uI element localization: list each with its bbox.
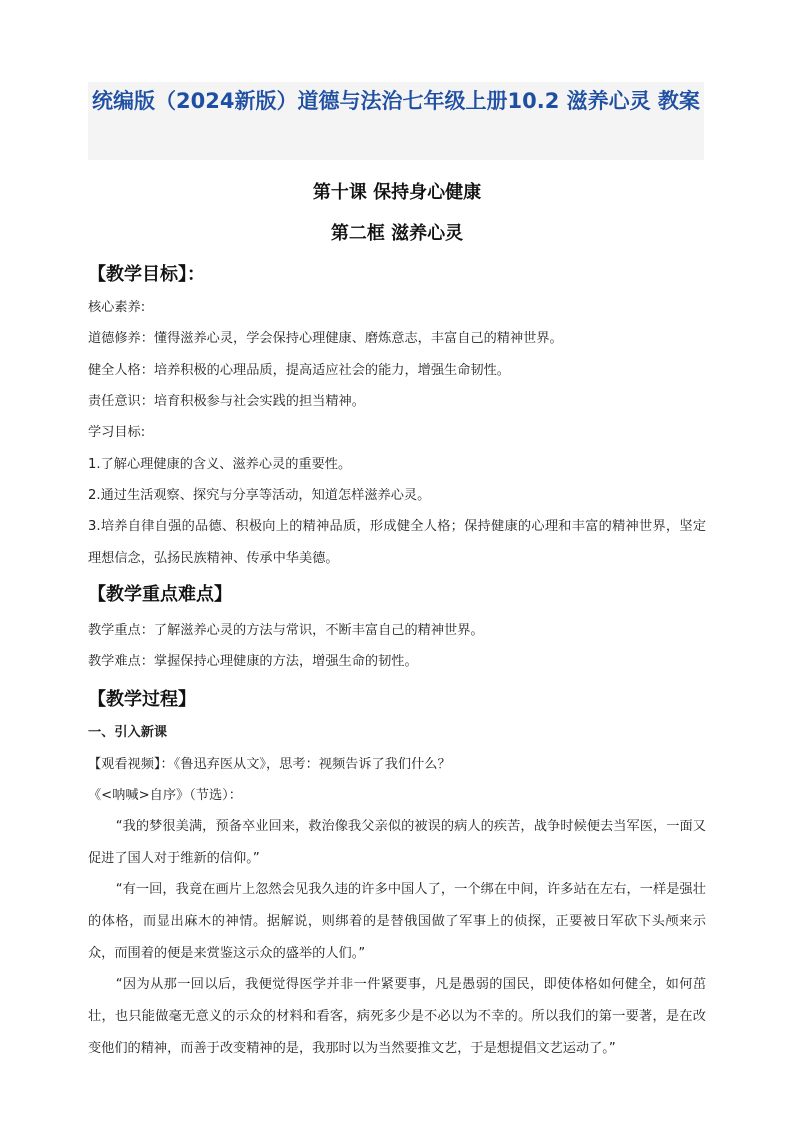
excerpt-source: 《<呐喊>自序》（节选）： <box>88 788 242 803</box>
step-introduce: 一、引入新课 <box>88 725 168 740</box>
quote-paragraph-1: “我的梦很美满，预备卒业回来，救治像我父亲似的被误的病人的疾苦，战争时候便去当军医，一面又促进了国人对于维新的信仰。” <box>88 819 706 866</box>
learning-goal-2: 2.通过生活观察、探究与分享等活动，知道怎样滋养心灵。 <box>88 488 431 503</box>
document-title: 统编版（2024新版）道德与法治七年级上册10.2 滋养心灵 教案 <box>88 82 704 160</box>
watch-video-prompt: 【观看视频】：《鲁迅弃医从文》，思考：视频告诉了我们什么？ <box>88 757 451 772</box>
learning-goal-3: 3.培养自律自强的品德、积极向上的精神品质，形成健全人格；保持健康的心理和丰富的精神世界，坚定理想信念，弘扬民族精神、传承中华美德。 <box>88 519 706 566</box>
learning-goals-label: 学习目标: <box>88 425 146 440</box>
lesson-title: 第十课 保持身心健康 <box>312 182 482 203</box>
process-heading: 【教学过程】 <box>88 689 196 710</box>
frame-title: 第二框 滋养心灵 <box>330 223 464 244</box>
core-literacy-label: 核心素养: <box>88 300 146 315</box>
learning-goal-1: 1.了解心理健康的含义、滋养心灵的重要性。 <box>88 457 352 472</box>
keypoints-heading: 【教学重点难点】 <box>88 584 232 605</box>
quote-paragraph-3: “因为从那一回以后，我便觉得医学并非一件紧要事，凡是愚弱的国民，即使体格如何健全，如何茁壮，也只能做毫无意义的示众的材料和看客，病死多少是不必以为不幸的。所以我们的第一要著，是在改变他们的精神，而善于改变精神的是，我那时以为当然要推文艺，于是想提倡文艺运动了。” <box>88 977 706 1056</box>
responsibility-objective: 责任意识：培育积极参与社会实践的担当精神。 <box>88 394 365 409</box>
objectives-heading: 【教学目标】： <box>88 264 205 285</box>
morality-objective: 道德修养：懂得滋养心灵，学会保持心理健康、磨炼意志，丰富自己的精神世界。 <box>88 331 563 346</box>
teaching-focus: 教学重点：了解滋养心灵的方法与常识，不断丰富自己的精神世界。 <box>88 623 484 638</box>
personality-objective: 健全人格：培养积极的心理品质，提高适应社会的能力，增强生命韧性。 <box>88 363 510 378</box>
quote-paragraph-2: “有一回，我竟在画片上忽然会见我久违的许多中国人了，一个绑在中间，许多站在左右，一样是强壮的体格，而显出麻木的神情。据解说，则绑着的是替俄国做了军事上的侦探，正要被日军砍下头颅来示众，而围着的便是来赏鉴这示众的盛举的人们。” <box>88 882 706 961</box>
teaching-difficulty: 教学难点：掌握保持心理健康的方法，增强生命的韧性。 <box>88 654 418 669</box>
